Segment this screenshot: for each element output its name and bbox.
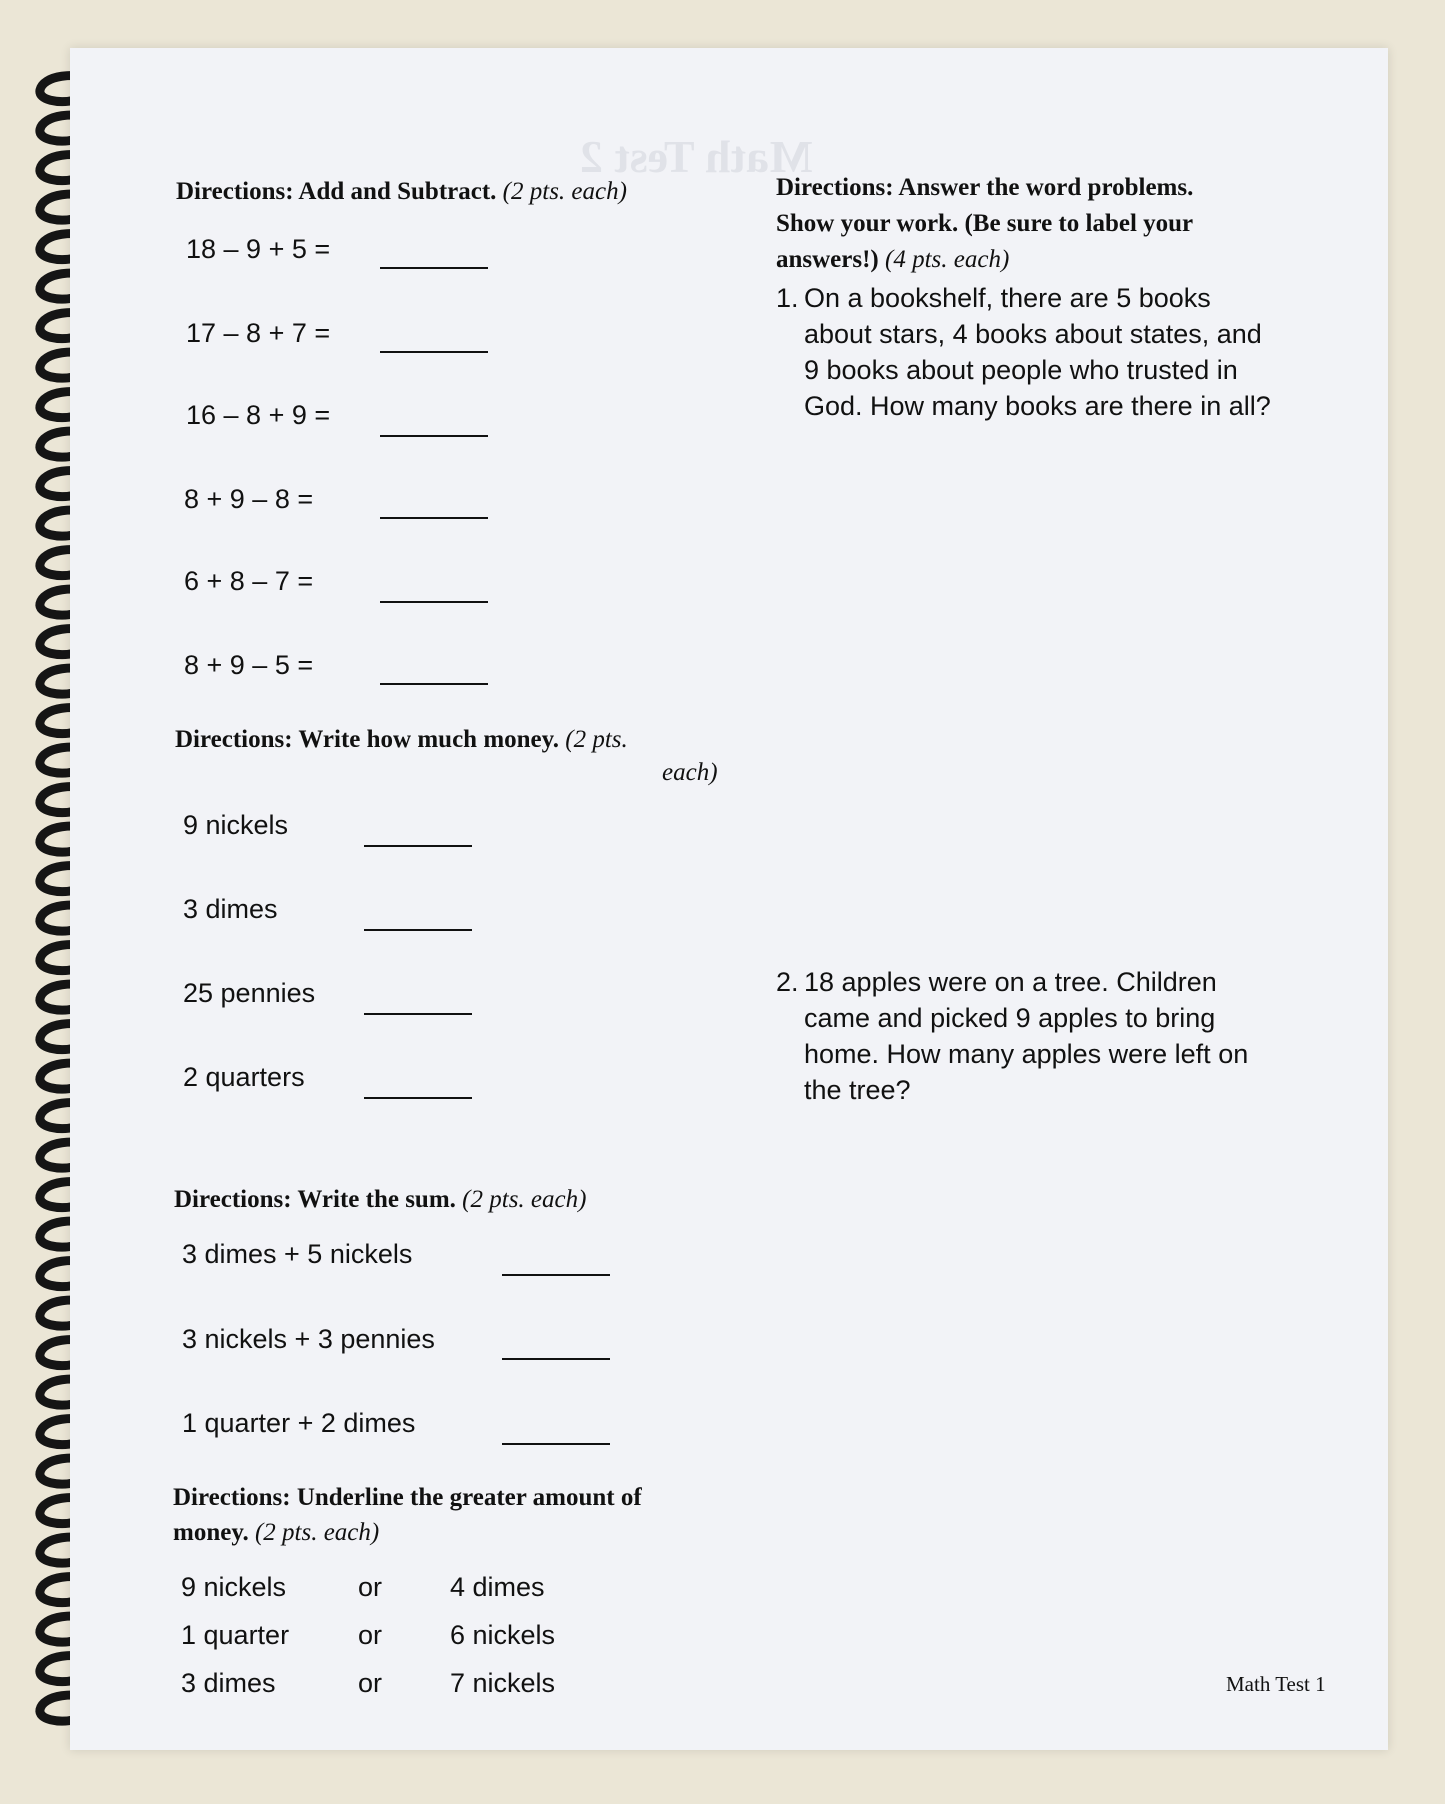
- problem-2: 17 – 8 + 7 =: [186, 318, 331, 348]
- bleed-through-text: Math Test 2: [580, 131, 813, 182]
- sum-item-2: 3 nickels + 3 pennies: [182, 1324, 435, 1354]
- answer-blank-6[interactable]: [380, 683, 488, 685]
- money-blank-4[interactable]: [364, 1097, 472, 1099]
- money-blank-2[interactable]: [364, 929, 472, 931]
- compare-right-1[interactable]: 4 dimes: [450, 1572, 545, 1602]
- money-item-1: 9 nickels: [183, 810, 289, 840]
- sum-blank-2[interactable]: [502, 1358, 610, 1360]
- problem-6: 8 + 9 – 5 =: [184, 650, 314, 680]
- answer-blank-5[interactable]: [380, 601, 488, 603]
- underline-directions-cont: money. (2 pts. each): [173, 1519, 380, 1546]
- compare-left-2[interactable]: 1 quarter: [181, 1620, 290, 1650]
- compare-right-3[interactable]: 7 nickels: [450, 1668, 556, 1698]
- compare-or-2: or: [358, 1620, 383, 1650]
- problem-1: 18 – 9 + 5 =: [186, 234, 331, 264]
- money-points-cont: each): [662, 759, 718, 786]
- money-item-3: 25 pennies: [183, 978, 316, 1008]
- word-problem-1: 1. On a bookshelf, there are 5 books about stars, 4 books about states, and 9 books about people who trusted in God. How many books are there in all?: [776, 283, 1271, 421]
- compare-right-2[interactable]: 6 nickels: [450, 1620, 556, 1650]
- answer-blank-2[interactable]: [380, 351, 488, 353]
- answer-blank-4[interactable]: [380, 517, 488, 519]
- add-subtract-directions: Directions: Add and Subtract. (2 pts. each): [176, 178, 627, 205]
- problem-5: 6 + 8 – 7 =: [184, 566, 314, 596]
- word-problem-directions: Directions: Answer the word problems. Show your work. (Be sure to label your answers!) (4 pts. each): [776, 174, 1194, 273]
- sum-item-1: 3 dimes + 5 nickels: [182, 1239, 413, 1269]
- word-problem-2: 2. 18 apples were on a tree. Children came and picked 9 apples to bring home. How many apples were left on the tree?: [776, 967, 1249, 1105]
- compare-left-3[interactable]: 3 dimes: [181, 1668, 276, 1698]
- money-item-4: 2 quarters: [183, 1062, 305, 1092]
- answer-blank-3[interactable]: [380, 435, 488, 437]
- sum-directions: Directions: Write the sum. (2 pts. each): [174, 1186, 587, 1213]
- underline-directions: Directions: Underline the greater amount of: [173, 1484, 642, 1511]
- money-item-2: 3 dimes: [183, 894, 278, 924]
- money-directions: Directions: Write how much money. (2 pts.: [175, 726, 628, 753]
- compare-left-1[interactable]: 9 nickels: [181, 1572, 287, 1602]
- sum-blank-3[interactable]: [502, 1443, 610, 1445]
- problem-3: 16 – 8 + 9 =: [186, 400, 331, 430]
- money-blank-3[interactable]: [364, 1013, 472, 1015]
- money-blank-1[interactable]: [364, 845, 472, 847]
- sum-item-3: 1 quarter + 2 dimes: [182, 1408, 416, 1438]
- sum-blank-1[interactable]: [502, 1274, 610, 1276]
- worksheet-page: [70, 48, 1388, 1750]
- problem-4: 8 + 9 – 8 =: [184, 484, 314, 514]
- compare-or-3: or: [358, 1668, 383, 1698]
- answer-blank-1[interactable]: [380, 267, 488, 269]
- page-footer: Math Test 1: [1226, 1672, 1326, 1696]
- compare-or-1: or: [358, 1572, 383, 1602]
